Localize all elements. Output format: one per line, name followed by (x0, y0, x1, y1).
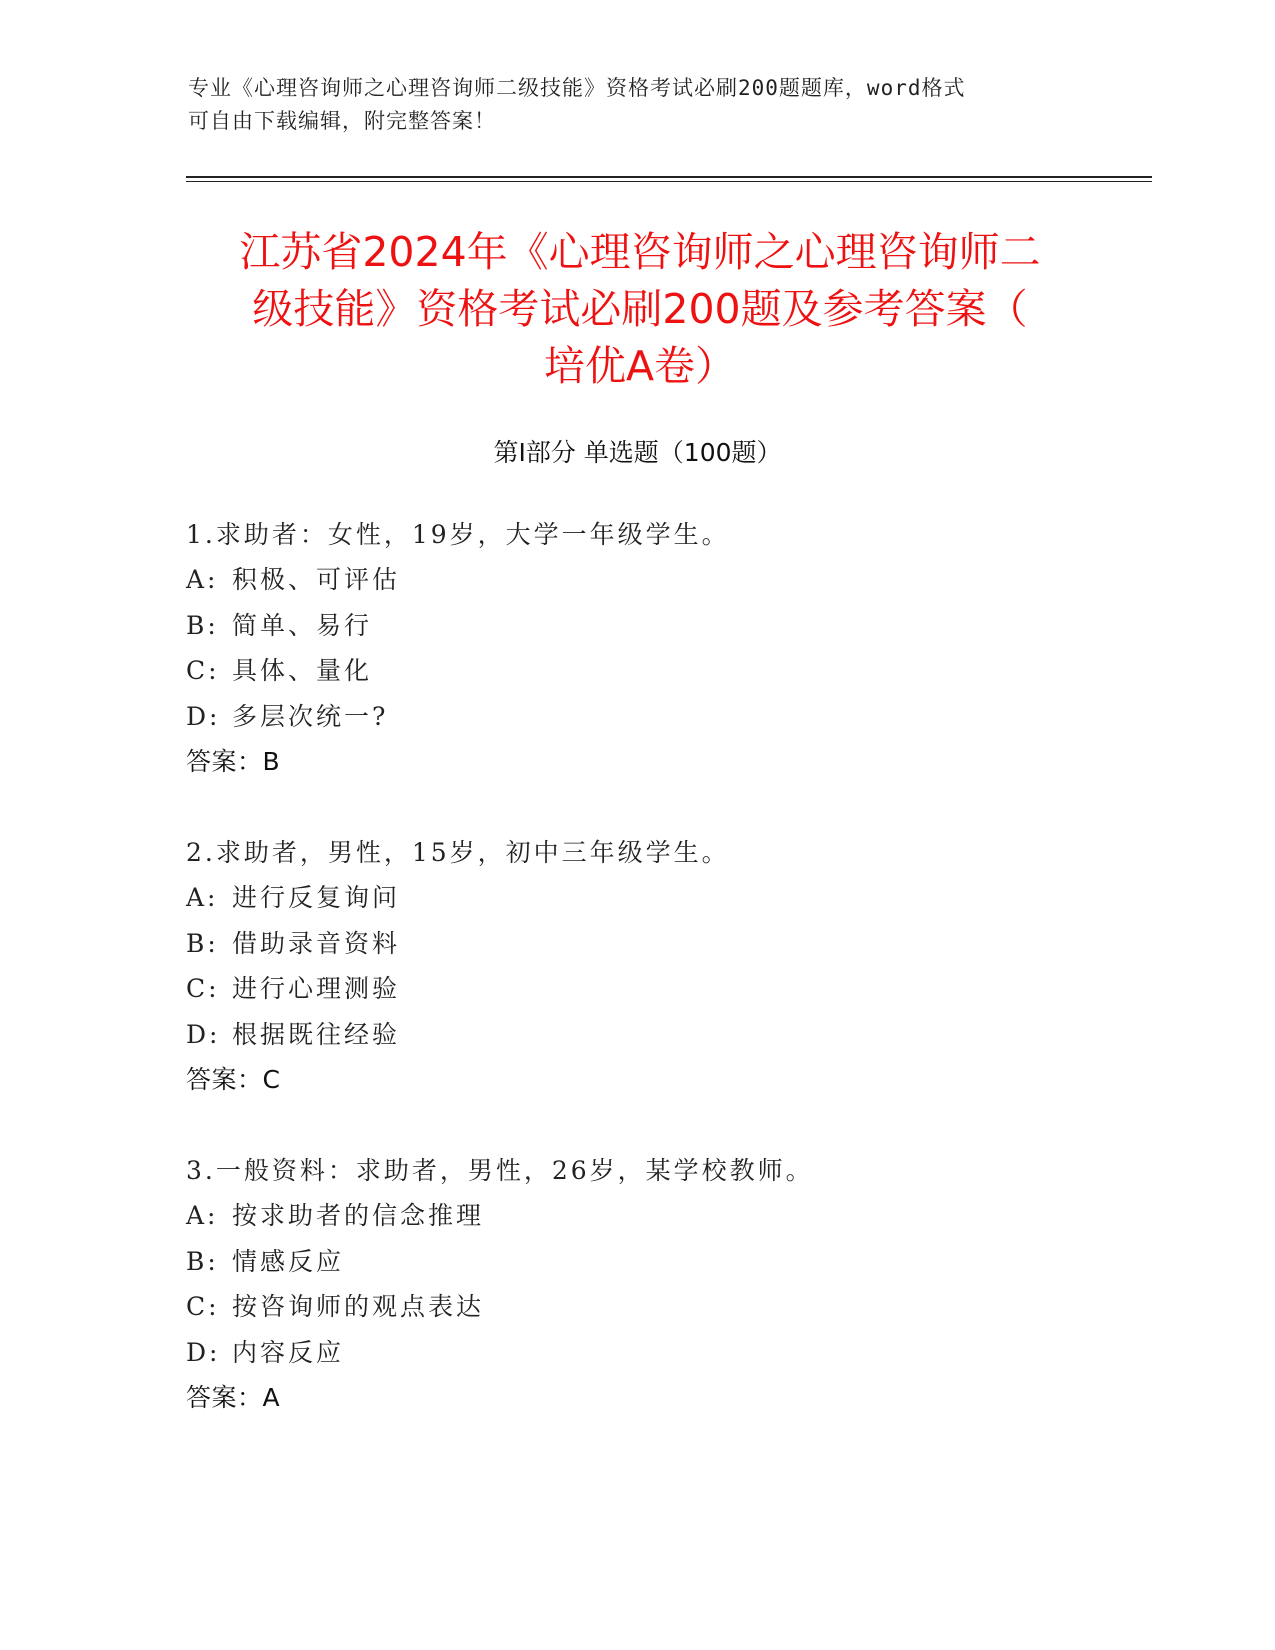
option-text: 情感反应 (232, 1246, 345, 1276)
option-label: A: (186, 883, 219, 913)
question-stem: 1.求助者：女性，19岁，大学一年级学生。 (186, 520, 730, 549)
option-text: 根据既往经验 (232, 1019, 401, 1049)
option-text: 多层次统一? (232, 701, 389, 731)
option-text: 内容反应 (232, 1337, 345, 1367)
option-c (186, 966, 1086, 1011)
option-text: 简单、易行 (232, 610, 373, 640)
option-text: 具体、量化 (232, 656, 373, 686)
header-note-line-1: 专业《心理咨询师之心理咨询师二级技能》资格考试必刷200题题库，word格式 (188, 76, 966, 100)
question-stem: 3.一般资料：求助者，男性，26岁，某学校教师。 (186, 1156, 814, 1185)
question-3 (186, 1148, 1086, 1420)
section-heading: 第Ⅰ部分 单选题（100题） (493, 438, 782, 467)
option-d (186, 1012, 1086, 1057)
option-d (186, 1330, 1086, 1375)
option-a (186, 1193, 1086, 1238)
option-a (186, 875, 1086, 920)
option-text: 进行反复询问 (232, 883, 401, 913)
option-label: C: (186, 1292, 220, 1322)
option-d (186, 694, 1086, 739)
answer: 答案：B (186, 747, 281, 777)
header-note (188, 72, 1088, 138)
header-divider-thick (186, 176, 1152, 178)
header-note-line-2: 可自由下载编辑，附完整答案！ (188, 109, 496, 133)
option-text: 进行心理测验 (232, 974, 401, 1004)
option-label: D: (186, 1019, 221, 1049)
option-b (186, 603, 1086, 648)
document-title-line-2: 级技能》资格考试必刷200题及参考答案（ (252, 285, 1028, 333)
document-title-line-1: 江苏省2024年《心理咨询师之心理咨询师二 (239, 228, 1041, 276)
option-c (186, 648, 1086, 693)
option-b (186, 921, 1086, 966)
document-title-line-3: 培优A卷） (543, 342, 737, 390)
option-label: B: (186, 610, 219, 640)
option-label: A: (186, 565, 219, 595)
option-text: 按咨询师的观点表达 (232, 1292, 485, 1322)
option-c (186, 1284, 1086, 1329)
question-1 (186, 512, 1086, 784)
option-text: 积极、可评估 (232, 565, 401, 595)
answer: 答案：A (186, 1383, 281, 1413)
option-text: 借助录音资料 (232, 928, 401, 958)
option-a (186, 557, 1086, 602)
option-text: 按求助者的信念推理 (232, 1201, 485, 1231)
document-title (180, 224, 1100, 395)
question-2 (186, 830, 1086, 1102)
option-label: B: (186, 1246, 219, 1276)
option-label: D: (186, 1337, 221, 1367)
option-label: D: (186, 701, 221, 731)
answer: 答案：C (186, 1065, 281, 1095)
option-b (186, 1239, 1086, 1284)
option-label: C: (186, 974, 220, 1004)
option-label: C: (186, 656, 220, 686)
question-stem: 2.求助者，男性，15岁，初中三年级学生。 (186, 838, 730, 867)
option-label: A: (186, 1201, 219, 1231)
header-divider-thin (186, 181, 1152, 182)
option-label: B: (186, 928, 219, 958)
